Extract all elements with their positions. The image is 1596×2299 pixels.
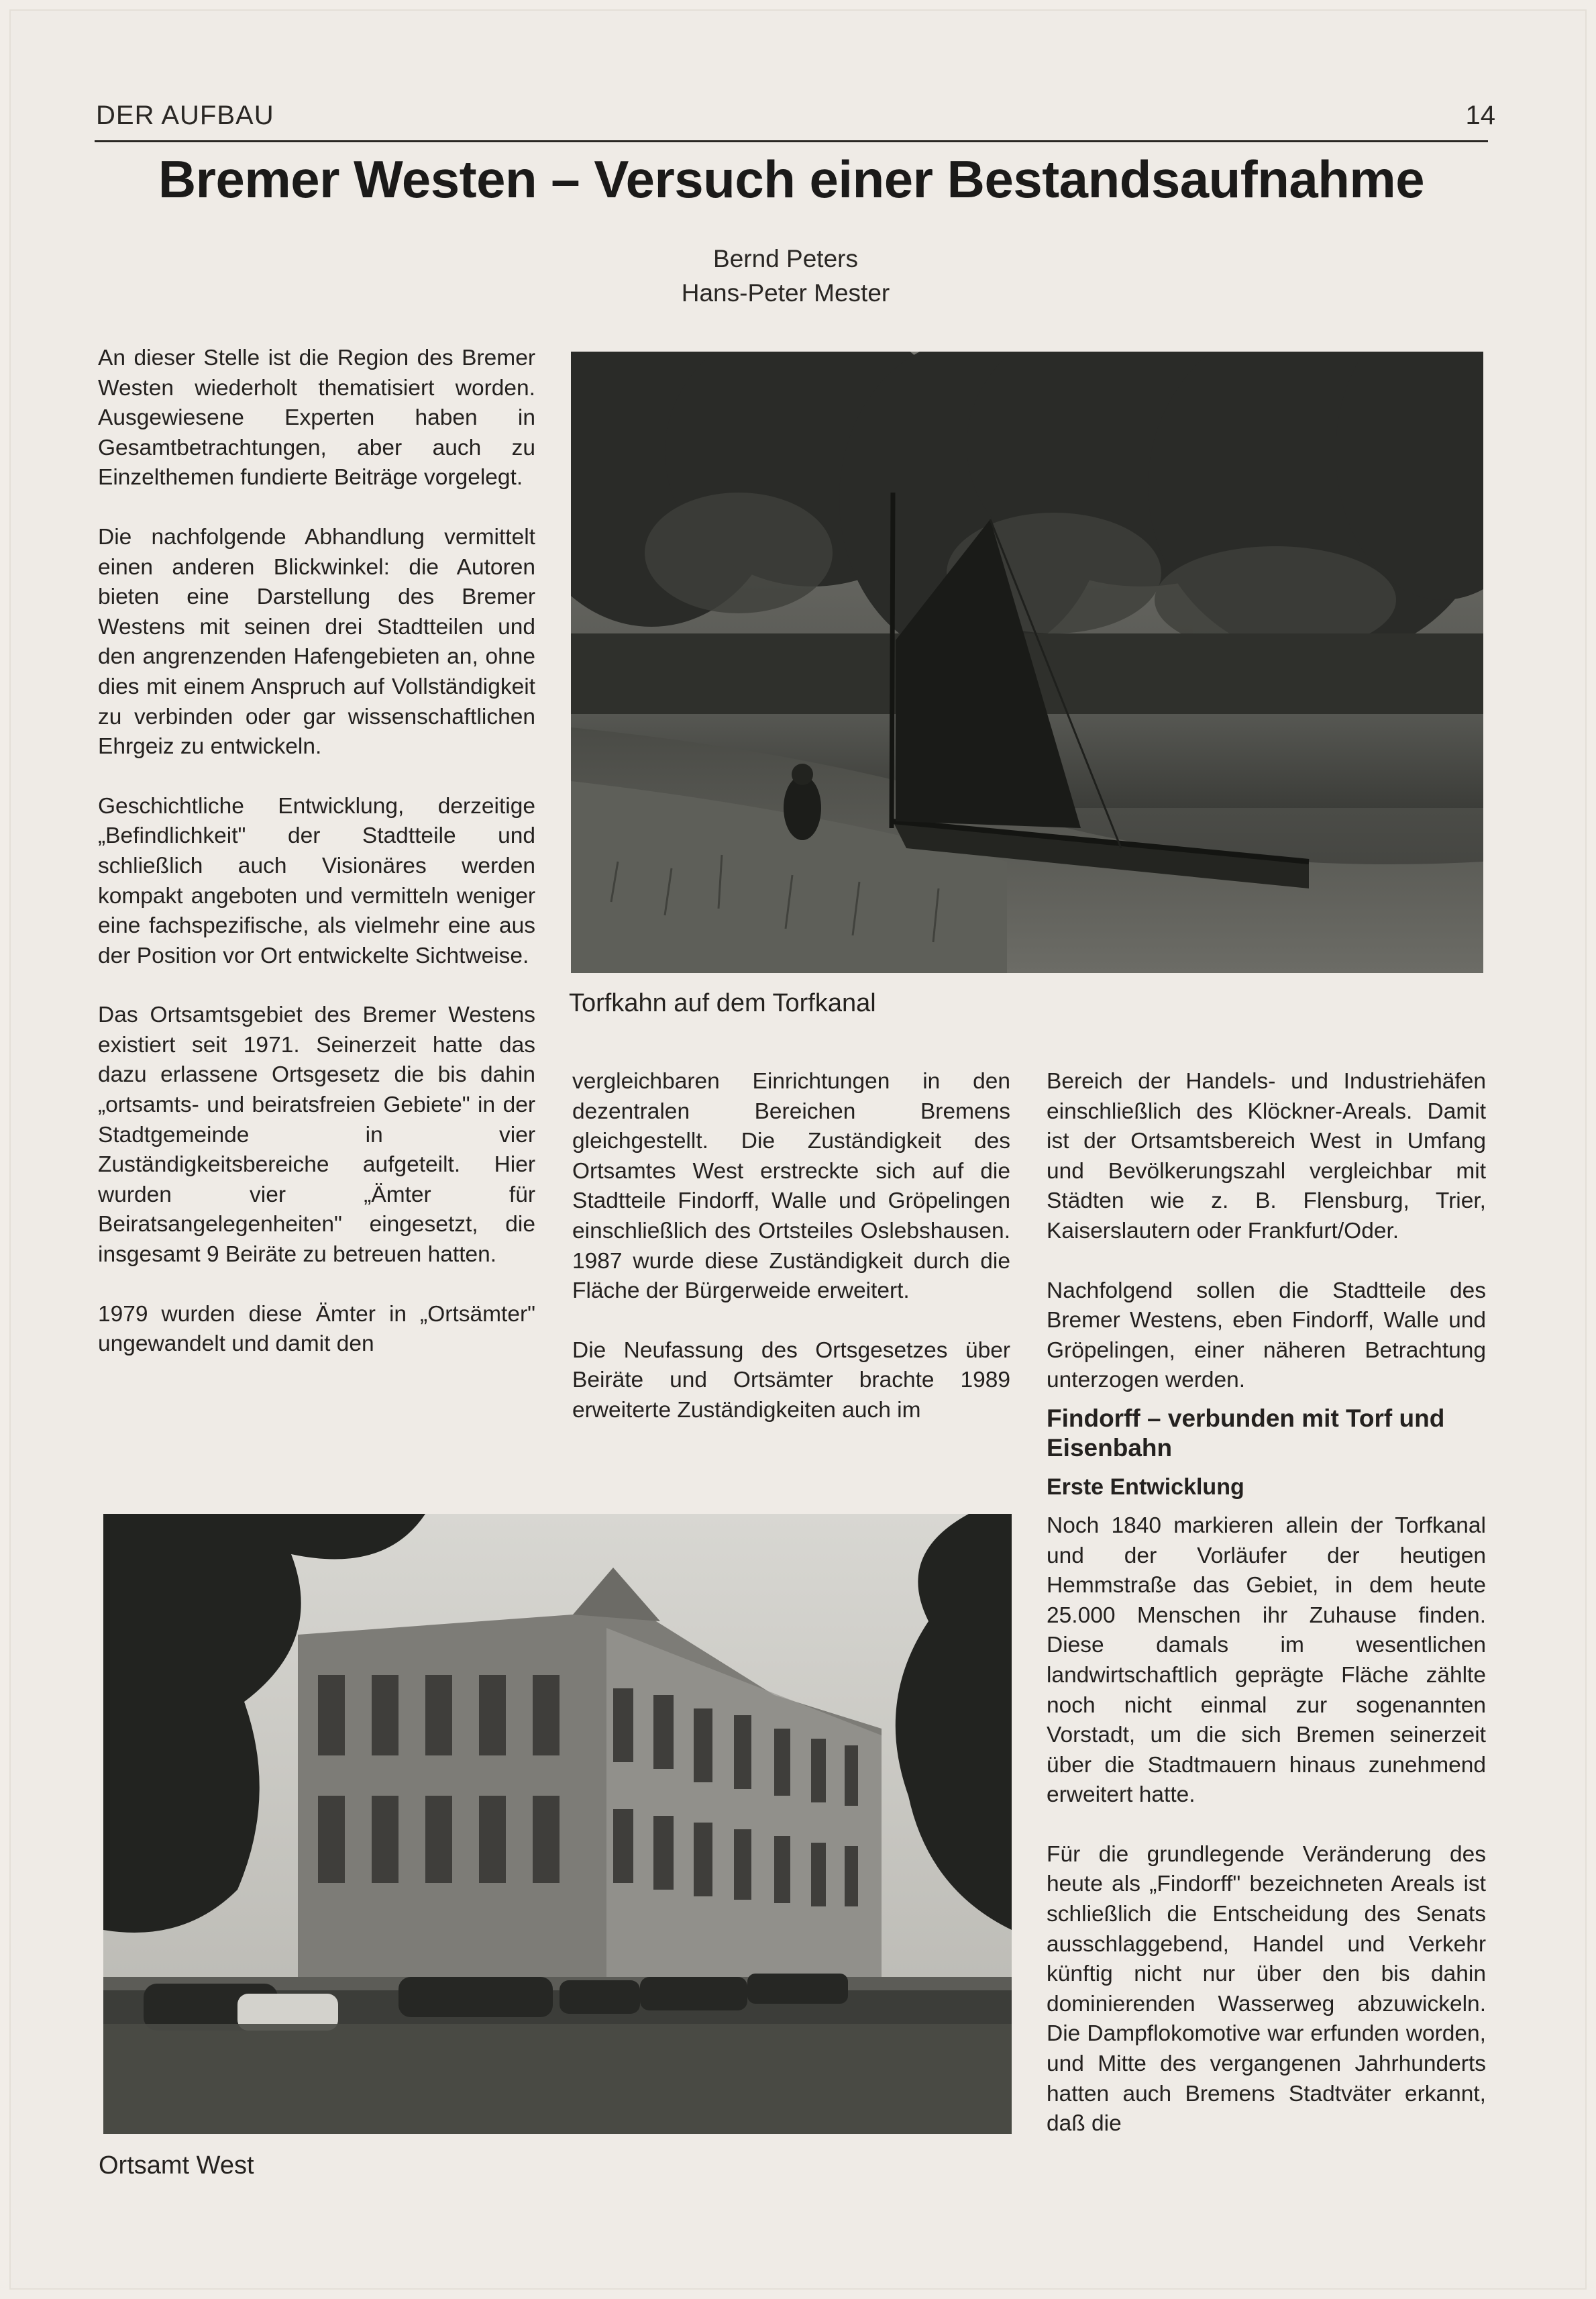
text-column-1 — [98, 344, 535, 1360]
page-number: 14 — [1465, 101, 1495, 130]
paragraph: Nachfolgend sollen die Stadtteile des Bremer Westens, eben Findorff, Walle und Gröpelingen, einer näheren Betrachtung unterzogen werden. — [1047, 1278, 1486, 1393]
author-name: Hans-Peter Mester — [681, 279, 890, 307]
section-heading: Findorff – verbunden mit Torf und Eisenbahn — [1047, 1404, 1445, 1462]
photo-ortsamt-west — [103, 1514, 1012, 2134]
paragraph: Die Neufassung des Ortsgesetzes über Beiräte und Ortsämter brachte 1989 erweiterte Zuständigkeiten auch im — [572, 1337, 1010, 1423]
paragraph: Für die grundlegende Veränderung des heute als „Findorff" bezeichneten Areals ist schließlich die Entscheidung des Senats ausschlaggebend, Handel und Verkehr künftig nicht nur über den bis dahin dominierenden Wasserweg abzuwickeln. Die Dampflokomotive war erfunden worden, und Mitte des vergangenen Jahrhunderts hatten auch Bremens Stadtväter erkannt, daß die — [1047, 1841, 1486, 2137]
photo-torfkahn — [571, 352, 1483, 973]
paragraph: Die nachfolgende Abhandlung vermittelt einen anderen Blickwinkel: die Autoren bieten eine Darstellung des Bremer Westens mit seinen drei Stadtteilen und den angrenzenden Hafengebieten an, ohne dies mit einem Anspruch auf Vollständigkeit zu verbinden oder gar wissenschaftlichen Ehrgeiz zu entwickeln. — [98, 524, 535, 760]
photo-caption: Ortsamt West — [99, 2151, 254, 2180]
section-label: DER AUFBAU — [96, 101, 274, 130]
paragraph: Bereich der Handels- und Industriehäfen einschließlich des Klöckner-Areals. Damit ist der Ortsamtsbereich West in Umfang und Bevölkerungszahl vergleichbar mit Städten wie z. B. Flensburg, Trier, Kaiserslautern oder Frankfurt/Oder. — [1047, 1069, 1486, 1243]
paragraph: Noch 1840 markieren allein der Torfkanal und der Vorläufer der heutigen Hemmstraße das Gebiet, in dem heute 25.000 Menschen ihr Zuhause finden. Diese damals im wesentlichen landwirtschaftlich geprägte Fläche zählte noch nicht einmal zur sogenannten Vorstadt, um die sich Bremen seinerzeit über die Stadtmauern hinaus zunehmend erweitert hatte. — [1047, 1513, 1486, 1808]
subsection-heading: Erste Entwicklung — [1047, 1474, 1244, 1500]
author-name: Bernd Peters — [713, 245, 858, 272]
paragraph: 1979 wurden diese Ämter in „Ortsämter" ungewandelt und damit den — [98, 1301, 535, 1357]
article-authors — [564, 242, 1007, 310]
article-title: Bremer Westen – Versuch einer Bestandsaufnahme — [158, 150, 1425, 209]
paragraph: Das Ortsamtsgebiet des Bremer Westens existiert seit 1971. Seinerzeit hatte das dazu erlassene Ortsgesetz die bis dahin „ortsamts- und beiratsfreien Gebiete" in der Stadtgemeinde in vier Zuständigkeitsbereiche aufgeteilt. Hier wurden vier „Ämter für Beiratsangelegenheiten" eingesetzt, die insgesamt 9 Beiräte zu betreuen hatten. — [98, 1003, 535, 1268]
paragraph: vergleichbaren Einrichtungen in den dezentralen Bereichen Bremens gleichgestellt. Die Zuständigkeit des Ortsamtes West erstreckte sich auf die Stadtteile Findorff, Walle und Gröpelingen einschließlich des Ortsteiles Oslebshausen. 1987 wurde diese Zuständigkeit durch die Fläche der Bürgerweide erweitert. — [572, 1069, 1010, 1304]
text-column-3 — [1047, 1067, 1486, 2139]
photo-caption: Torfkahn auf dem Torfkanal — [569, 989, 876, 1017]
text-column-2 — [572, 1067, 1010, 1426]
paragraph: Geschichtliche Entwicklung, derzeitige „Befindlichkeit" der Stadtteile und schließlich auch Visionäres werden kompakt angeboten und vermitteln weniger eine fachspezifische, als vielmehr eine aus der Position vor Ort entwickelte Sichtweise. — [98, 793, 535, 968]
paragraph: An dieser Stelle ist die Region des Bremer Westen wiederholt thematisiert worden. Ausgewiesene Experten haben in Gesamtbetrachtungen, aber auch zu Einzelthemen fundierte Beiträge vorgelegt. — [98, 346, 535, 491]
header-rule — [95, 140, 1488, 142]
